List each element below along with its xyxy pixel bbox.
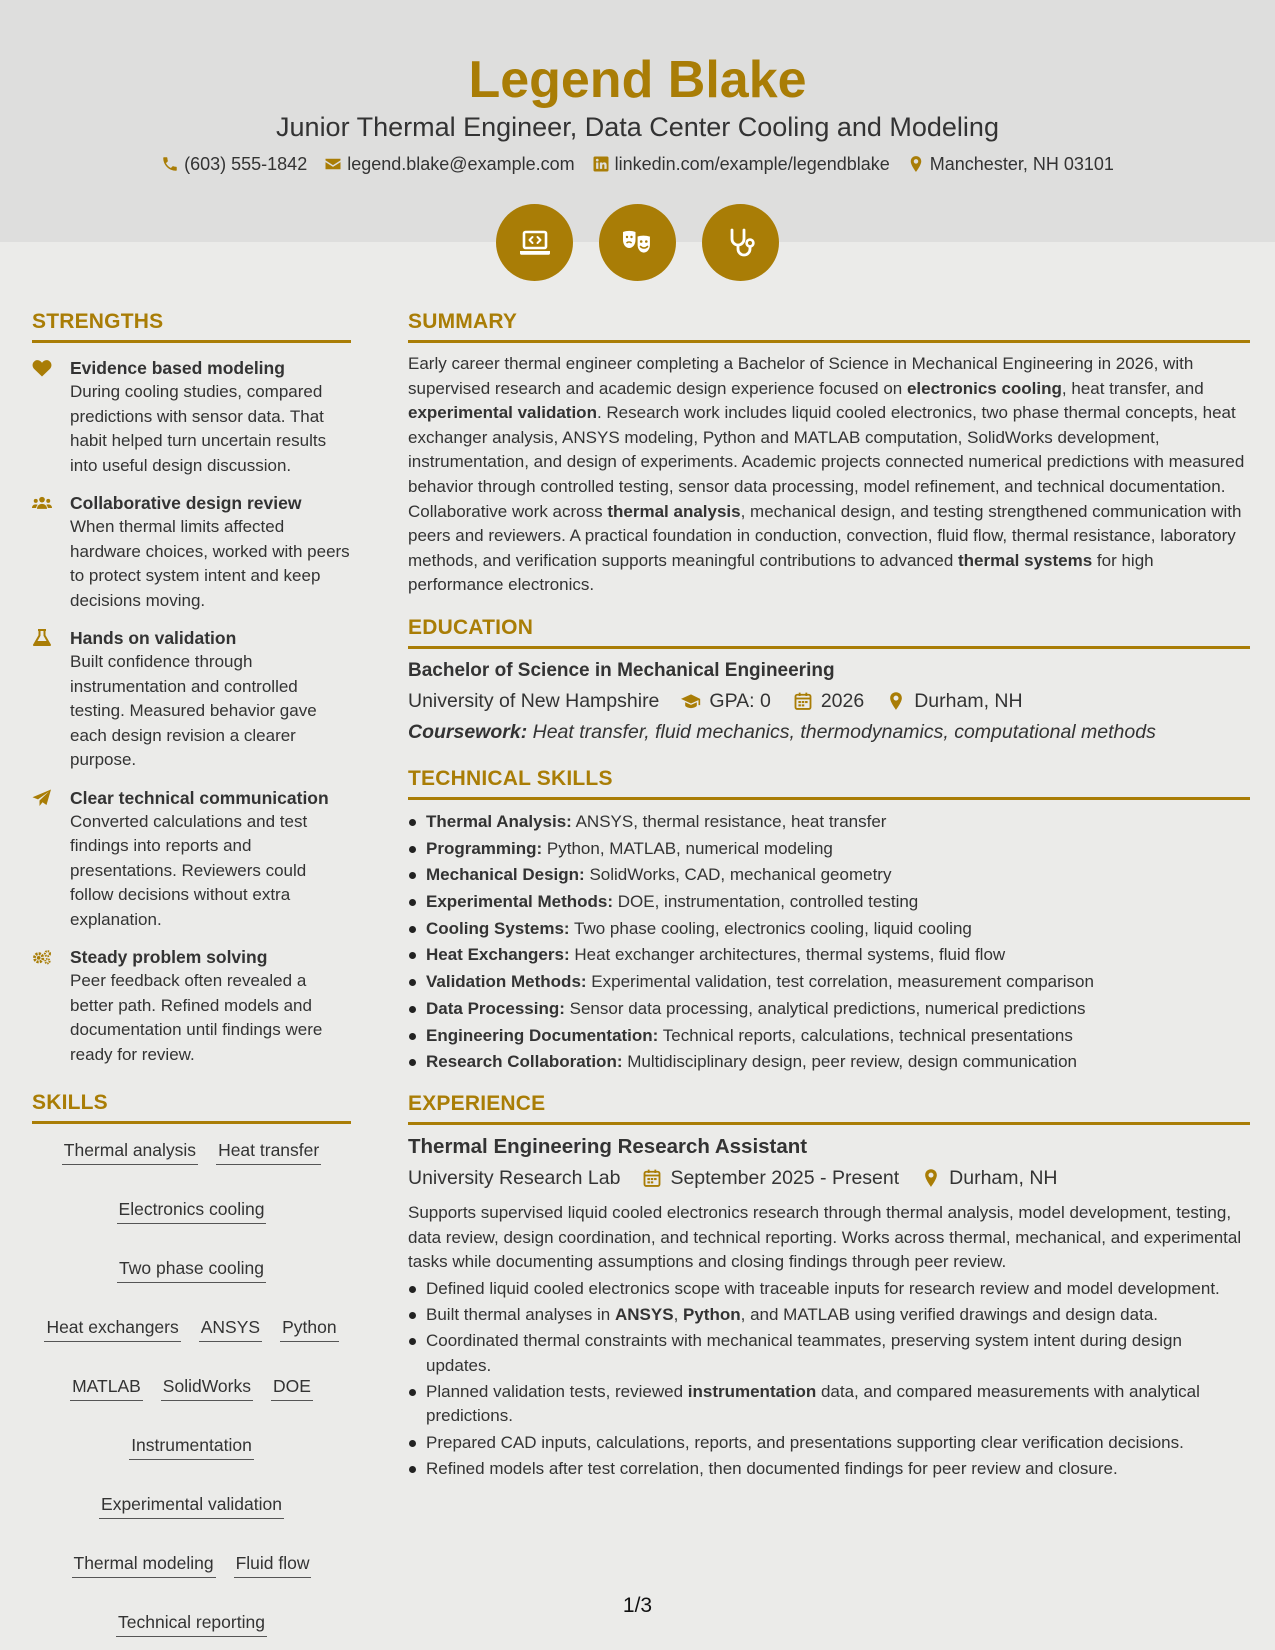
strength-desc: Built confidence through instrumentation and controlled testing. Measured behavior gave each design revision a clearer purpose. (70, 652, 317, 769)
technical-skill-item (408, 809, 1250, 836)
text-run: , heat transfer, and (1061, 378, 1204, 398)
summary-heading: SUMMARY (408, 308, 1250, 343)
text-run: , mechanical design, and testing strengthened communication with peers and reviewers. A practical foundation in conduction, convection, fluid flow, thermal resistance, laboratory methods, and verification supports meaningful contributions to advanced (408, 501, 1242, 570)
job-title: Thermal Engineering Research Assistant (408, 1134, 808, 1158)
linkedin-icon (592, 155, 610, 173)
right-column (408, 308, 1250, 1483)
envelope-icon (324, 155, 342, 173)
gpa: GPA: 0 (709, 689, 771, 712)
text-run: Coordinated thermal constraints with mechanical teammates, preserving system intent during design updates. (426, 1331, 1182, 1375)
theater-masks-icon (620, 225, 656, 261)
badge-stethoscope (702, 204, 779, 281)
map-pin-icon (921, 1168, 941, 1188)
technical-skills-list (408, 809, 1250, 1076)
contact-email-text: legend.blake@example.com (347, 154, 575, 174)
technical-skill-item (408, 942, 1250, 969)
skill-chip: Electronics cooling (117, 1197, 267, 1224)
text-run: , (673, 1305, 684, 1325)
page-number: 1/3 (622, 1594, 653, 1617)
strength-title: Steady problem solving (70, 947, 268, 967)
technical-skill-item (408, 969, 1250, 996)
technical-skills-heading: TECHNICAL SKILLS (408, 765, 1250, 800)
technical-skill-item (408, 836, 1250, 863)
job-bullet (408, 1431, 1250, 1455)
cogs-icon (32, 948, 52, 966)
map-pin-icon (907, 155, 925, 173)
interest-badges (0, 204, 1275, 281)
education-meta (408, 686, 1250, 716)
technical-skill-value: Sensor data processing, analytical predictions, numerical predictions (564, 998, 1086, 1018)
skill-chip: MATLAB (70, 1374, 143, 1401)
skill-chip: Instrumentation (129, 1433, 254, 1460)
technical-skill-label: Heat Exchangers: (426, 945, 570, 965)
contact-phone[interactable] (161, 152, 307, 176)
technical-skill-item (408, 1023, 1250, 1050)
strength-desc: During cooling studies, compared predictions with sensor data. That habit helped turn uncertain results into useful design discussion. (70, 382, 327, 475)
job-meta (408, 1163, 1250, 1193)
text-run: Planned validation tests, reviewed (426, 1381, 688, 1401)
technical-skill-value: Experimental validation, test correlation, measurement comparison (586, 972, 1094, 992)
paper-plane-icon (32, 789, 52, 807)
contact-location-text: Manchester, NH 03101 (929, 154, 1114, 174)
skill-chip: Python (280, 1315, 338, 1342)
strength-desc: Peer feedback often revealed a better path. Refined models and documentation until findings were ready for review. (70, 971, 323, 1064)
flask-icon (32, 629, 52, 647)
technical-skill-label: Engineering Documentation: (426, 1025, 659, 1045)
text-run: , and MATLAB using verified drawings and design data. (740, 1305, 1158, 1325)
strength-item (32, 626, 351, 773)
technical-skill-label: Programming: (426, 838, 543, 858)
contact-location (907, 152, 1114, 176)
calendar-icon (642, 1168, 662, 1188)
phone-icon (161, 155, 179, 173)
coursework-label: Coursework: (408, 720, 528, 743)
contact-phone-text: (603) 555-1842 (184, 154, 308, 174)
skill-chip: Fluid flow (234, 1551, 312, 1578)
job-bullet (408, 1457, 1250, 1481)
strength-title: Evidence based modeling (70, 358, 285, 378)
skill-chip: Heat exchangers (44, 1315, 180, 1342)
emphasis-text: thermal analysis (607, 501, 741, 521)
strength-item (32, 945, 351, 1067)
badge-laptop (496, 204, 573, 281)
contact-linkedin[interactable] (592, 152, 890, 176)
technical-skill-label: Mechanical Design: (426, 865, 585, 885)
technical-skill-label: Cooling Systems: (426, 918, 570, 938)
job-subtitle: Junior Thermal Engineer, Data Center Cooling and Modeling (276, 112, 999, 142)
emphasis-text: thermal systems (958, 550, 1093, 570)
technical-skill-item (408, 916, 1250, 943)
technical-skill-item (408, 862, 1250, 889)
education-heading: EDUCATION (408, 614, 1250, 649)
technical-skill-item (408, 996, 1250, 1023)
users-icon (32, 494, 52, 512)
strength-title: Clear technical communication (70, 787, 329, 808)
job-bullet (408, 1380, 1250, 1429)
calendar-icon (793, 691, 813, 711)
job-dates: September 2025 - Present (670, 1166, 900, 1189)
technical-skill-value: Multidisciplinary design, peer review, design communication (622, 1052, 1077, 1072)
strength-desc: When thermal limits affected hardware choices, worked with peers to protect system intent and keep decisions moving. (70, 517, 350, 610)
technical-skill-item (408, 889, 1250, 916)
experience-heading: EXPERIENCE (408, 1090, 1250, 1125)
candidate-name: Legend Blake (468, 51, 807, 109)
job-description: Supports supervised liquid cooled electronics research through thermal analysis, model development, testing, data review, design coordination, and technical reporting. Works across thermal, mechanical, and experimental tasks while documenting assumptions and closing findings through peer review. (408, 1202, 1242, 1272)
laptop-code-icon (517, 225, 553, 261)
skill-chip: Thermal analysis (62, 1138, 198, 1165)
skill-chip: Technical reporting (116, 1610, 267, 1637)
emphasis-text: ANSYS (614, 1305, 674, 1325)
badge-masks (599, 204, 676, 281)
job-bullet (408, 1303, 1250, 1327)
skill-chip: Two phase cooling (117, 1256, 266, 1283)
skills-chips (32, 1138, 351, 1637)
emphasis-text: instrumentation (687, 1381, 817, 1401)
emphasis-text: electronics cooling (906, 378, 1062, 398)
technical-skill-value: Python, MATLAB, numerical modeling (542, 838, 833, 858)
coursework (408, 717, 1250, 747)
skill-chip: Experimental validation (99, 1492, 284, 1519)
technical-skill-label: Data Processing: (426, 998, 565, 1018)
technical-skill-value: Heat exchanger architectures, thermal systems, fluid flow (569, 945, 1006, 965)
job-location: Durham, NH (949, 1166, 1058, 1189)
text-run: for high performance electronics. (408, 550, 1154, 595)
technical-skill-value: Two phase cooling, electronics cooling, liquid cooling (569, 918, 972, 938)
skill-chip: Heat transfer (216, 1138, 321, 1165)
strength-item (32, 786, 351, 933)
graduation-cap-icon (681, 691, 701, 711)
text-run: Early career thermal engineer completing a Bachelor of Science in Mechanical Engineering in 2026, with supervised research and academic design experience focused on (408, 354, 1194, 398)
technical-skill-label: Research Collaboration: (426, 1052, 623, 1072)
technical-skill-value: SolidWorks, CAD, mechanical geometry (584, 865, 892, 885)
text-run: Refined models after test correlation, then documented findings for peer review and closure. (426, 1458, 1118, 1478)
strength-title: Collaborative design review (70, 493, 302, 513)
degree-title: Bachelor of Science in Mechanical Engineering (408, 659, 835, 681)
heart-icon (32, 359, 52, 377)
company-name: University Research Lab (408, 1166, 621, 1189)
skill-chip: Thermal modeling (72, 1551, 216, 1578)
skill-chip: DOE (271, 1374, 313, 1401)
school-name: University of New Hampshire (408, 689, 660, 712)
technical-skill-value: ANSYS, thermal resistance, heat transfer (571, 811, 887, 831)
graduation-year: 2026 (820, 689, 865, 712)
text-run: Defined liquid cooled electronics scope with traceable inputs for research review and model development. (426, 1278, 1220, 1298)
job-bullet (408, 1277, 1250, 1301)
left-column (32, 308, 351, 1637)
stethoscope-icon (723, 225, 759, 261)
strengths-heading: STRENGTHS (32, 308, 351, 343)
text-run: Built thermal analyses in (426, 1305, 615, 1325)
strength-desc: Converted calculations and test findings into reports and presentations. Reviewers could follow decisions without extra explanation. (70, 811, 308, 929)
technical-skill-label: Validation Methods: (426, 972, 587, 992)
school-location: Durham, NH (914, 689, 1023, 712)
technical-skill-label: Thermal Analysis: (426, 811, 572, 831)
job-bullet (408, 1329, 1250, 1378)
text-run: . Research work includes liquid cooled electronics, two phase thermal concepts, heat exchanger analysis, ANSYS modeling, Python and MATLAB computation, SolidWorks development, instrumentation, and design of experiments. Academic projects connected numerical predictions with measured behavior through controlled testing, sensor data processing, model refinement, and technical documentation. Collaborative work across (408, 403, 1245, 521)
skill-chip: ANSYS (199, 1315, 262, 1342)
technical-skill-label: Experimental Methods: (426, 892, 614, 912)
summary-text (408, 352, 1250, 598)
coursework-list: Heat transfer, fluid mechanics, thermodynamics, computational methods (527, 720, 1156, 743)
contact-bar (0, 152, 1275, 176)
strength-item (32, 491, 351, 613)
map-pin-icon (886, 691, 906, 711)
strength-item (32, 356, 351, 478)
job-bullets (408, 1277, 1250, 1481)
contact-linkedin-text: linkedin.com/example/legendblake (614, 154, 890, 174)
emphasis-text: experimental validation (408, 403, 597, 423)
technical-skill-item (408, 1049, 1250, 1076)
text-run: data, and compared measurements with analytical predictions. (426, 1381, 1200, 1426)
skills-heading: SKILLS (32, 1089, 351, 1124)
strength-title: Hands on validation (70, 628, 237, 648)
contact-email[interactable] (324, 152, 574, 176)
technical-skill-value: DOE, instrumentation, controlled testing (613, 892, 919, 912)
skill-chip: SolidWorks (161, 1374, 253, 1401)
emphasis-text: Python (683, 1305, 741, 1325)
text-run: Prepared CAD inputs, calculations, reports, and presentations supporting clear verification decisions. (426, 1432, 1184, 1452)
technical-skill-value: Technical reports, calculations, technical presentations (658, 1025, 1073, 1045)
